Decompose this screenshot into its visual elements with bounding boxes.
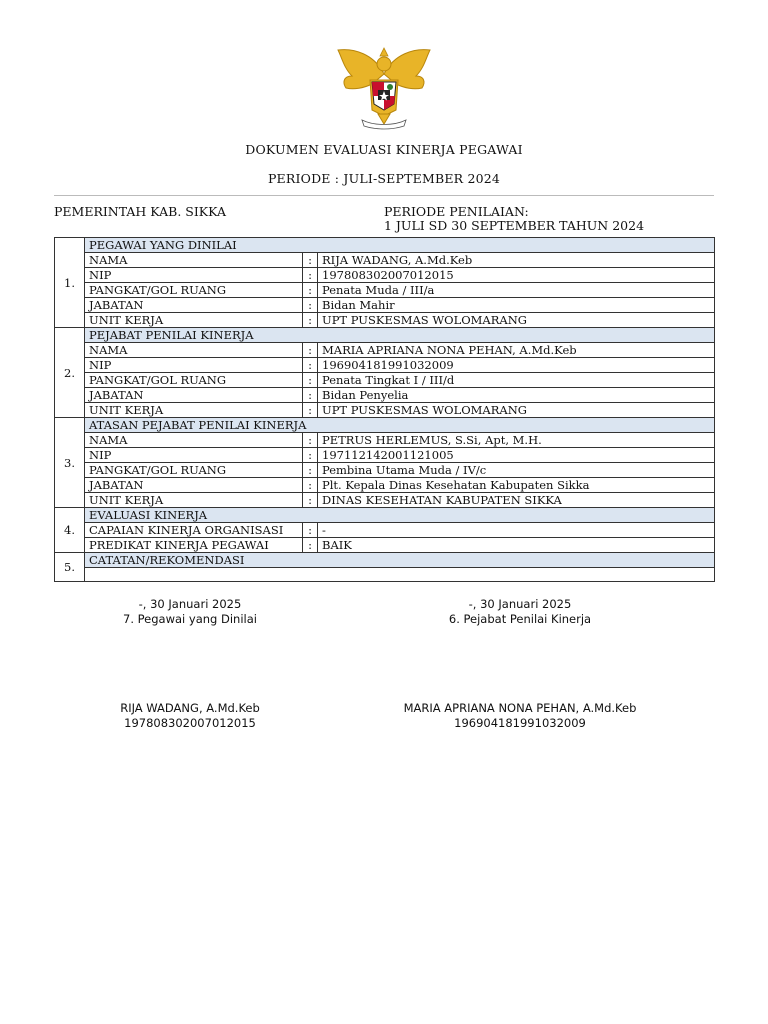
field-label: JABATAN xyxy=(85,478,303,493)
field-value: Plt. Kepala Dinas Kesehatan Kabupaten Sikka xyxy=(318,478,715,493)
section-title: PEGAWAI YANG DINILAI xyxy=(85,238,715,253)
section-number: 5. xyxy=(55,553,85,582)
field-colon: : xyxy=(303,313,318,328)
table-row xyxy=(55,313,715,328)
assessment-period-value: 1 JULI SD 30 SEPTEMBER TAHUN 2024 xyxy=(384,218,645,233)
field-colon: : xyxy=(303,478,318,493)
field-label: JABATAN xyxy=(85,298,303,313)
field-label: NIP xyxy=(85,358,303,373)
table-row xyxy=(55,523,715,538)
field-label: NIP xyxy=(85,268,303,283)
table-row xyxy=(55,283,715,298)
field-label: UNIT KERJA xyxy=(85,493,303,508)
field-label: NAMA xyxy=(85,253,303,268)
field-value: 197808302007012015 xyxy=(318,268,715,283)
section-header-row xyxy=(55,328,715,343)
table-row xyxy=(55,433,715,448)
field-colon: : xyxy=(303,538,318,553)
table-row xyxy=(55,253,715,268)
field-value: UPT PUSKESMAS WOLOMARANG xyxy=(318,403,715,418)
field-value: Bidan Mahir xyxy=(318,298,715,313)
table-row xyxy=(55,268,715,283)
table-row xyxy=(55,463,715,478)
field-value: 196904181991032009 xyxy=(318,358,715,373)
section-title: PEJABAT PENILAI KINERJA xyxy=(85,328,715,343)
field-colon: : xyxy=(303,523,318,538)
field-colon: : xyxy=(303,343,318,358)
signature-block-left xyxy=(90,597,290,627)
table-row xyxy=(55,403,715,418)
section-header-row xyxy=(55,418,715,433)
field-value: Bidan Penyelia xyxy=(318,388,715,403)
signature-role-left: 7. Pegawai yang Dinilai xyxy=(123,612,257,626)
field-value: MARIA APRIANA NONA PEHAN, A.Md.Keb xyxy=(318,343,715,358)
field-label: PREDIKAT KINERJA PEGAWAI xyxy=(85,538,303,553)
field-label: UNIT KERJA xyxy=(85,313,303,328)
section-number: 2. xyxy=(55,328,85,418)
field-label: NAMA xyxy=(85,343,303,358)
field-colon: : xyxy=(303,493,318,508)
period-line: PERIODE : JULI-SEPTEMBER 2024 xyxy=(267,171,501,186)
signer-left xyxy=(90,701,290,731)
section-number: 4. xyxy=(55,508,85,553)
field-colon: : xyxy=(303,253,318,268)
table-row xyxy=(55,448,715,463)
field-label: NAMA xyxy=(85,433,303,448)
field-colon: : xyxy=(303,433,318,448)
field-label: UNIT KERJA xyxy=(85,403,303,418)
field-colon: : xyxy=(303,463,318,478)
section-title: EVALUASI KINERJA xyxy=(85,508,715,523)
field-label: PANGKAT/GOL RUANG xyxy=(85,463,303,478)
field-value: Penata Tingkat I / III/d xyxy=(318,373,715,388)
field-value: - xyxy=(318,523,715,538)
divider xyxy=(54,195,714,196)
government-name: PEMERINTAH KAB. SIKKA xyxy=(54,204,226,219)
garuda-emblem-icon xyxy=(334,44,434,130)
field-value: PETRUS HERLEMUS, S.Si, Apt, M.H. xyxy=(318,433,715,448)
field-value: Penata Muda / III/a xyxy=(318,283,715,298)
field-label: PANGKAT/GOL RUANG xyxy=(85,373,303,388)
signer-name-right: MARIA APRIANA NONA PEHAN, A.Md.Keb xyxy=(403,701,637,715)
section-title: CATATAN/REKOMENDASI xyxy=(85,553,715,568)
field-value: 197112142001121005 xyxy=(318,448,715,463)
field-label: NIP xyxy=(85,448,303,463)
assessment-period xyxy=(384,205,644,233)
section-header-row xyxy=(55,553,715,568)
section-number: 1. xyxy=(55,238,85,328)
field-value: RIJA WADANG, A.Md.Keb xyxy=(318,253,715,268)
assessment-period-label: PERIODE PENILAIAN: xyxy=(384,204,529,219)
document-title: DOKUMEN EVALUASI KINERJA PEGAWAI xyxy=(245,142,523,157)
field-value: Pembina Utama Muda / IV/c xyxy=(318,463,715,478)
table-row xyxy=(55,388,715,403)
field-colon: : xyxy=(303,448,318,463)
table-row xyxy=(55,538,715,553)
section-number: 3. xyxy=(55,418,85,508)
field-value: UPT PUSKESMAS WOLOMARANG xyxy=(318,313,715,328)
table-row xyxy=(55,298,715,313)
signer-nip-left: 197808302007012015 xyxy=(124,716,256,730)
table-row xyxy=(55,373,715,388)
field-colon: : xyxy=(303,268,318,283)
section-header-row xyxy=(55,508,715,523)
section-title: ATASAN PEJABAT PENILAI KINERJA xyxy=(85,418,715,433)
field-colon: : xyxy=(303,283,318,298)
notes-cell xyxy=(85,568,715,582)
signer-right xyxy=(380,701,660,731)
field-label: PANGKAT/GOL RUANG xyxy=(85,283,303,298)
section-header-row xyxy=(55,238,715,253)
field-value: DINAS KESEHATAN KABUPATEN SIKKA xyxy=(318,493,715,508)
signature-block-right xyxy=(400,597,640,627)
field-colon: : xyxy=(303,388,318,403)
signer-name-left: RIJA WADANG, A.Md.Keb xyxy=(120,701,260,715)
notes-blank-row xyxy=(55,568,715,582)
table-row xyxy=(55,493,715,508)
field-colon: : xyxy=(303,298,318,313)
field-label: CAPAIAN KINERJA ORGANISASI xyxy=(85,523,303,538)
signature-date-right: -, 30 Januari 2025 xyxy=(468,597,572,611)
signer-nip-right: 196904181991032009 xyxy=(454,716,586,730)
field-colon: : xyxy=(303,403,318,418)
signature-date-left: -, 30 Januari 2025 xyxy=(138,597,242,611)
signature-role-right: 6. Pejabat Penilai Kinerja xyxy=(448,612,592,626)
field-colon: : xyxy=(303,373,318,388)
table-row xyxy=(55,343,715,358)
field-value: BAIK xyxy=(318,538,715,553)
field-colon: : xyxy=(303,358,318,373)
evaluation-table xyxy=(54,237,715,582)
field-label: JABATAN xyxy=(85,388,303,403)
table-row xyxy=(55,358,715,373)
table-row xyxy=(55,478,715,493)
